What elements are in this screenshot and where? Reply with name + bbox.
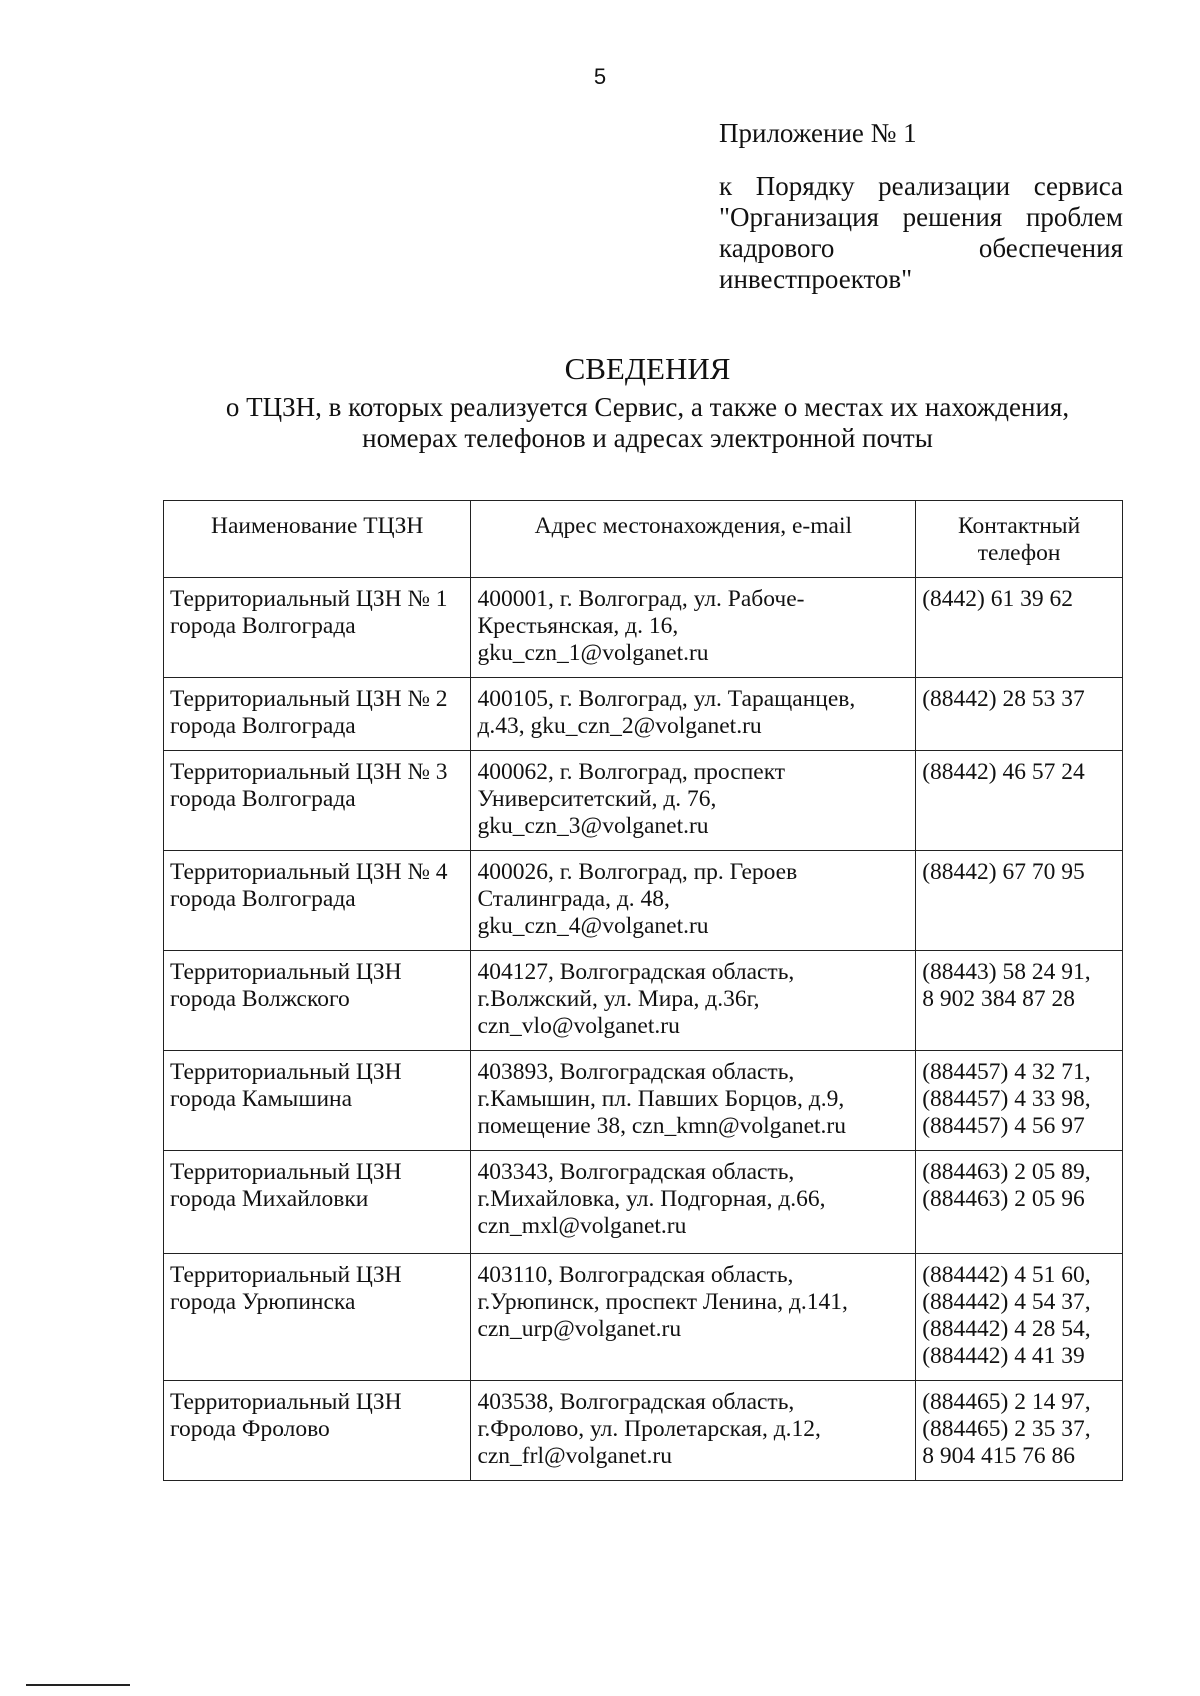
cell-name-line: Территориальный ЦЗН xyxy=(170,1059,402,1085)
cell-name xyxy=(164,851,471,951)
cell-name-line: города Волжского xyxy=(170,986,350,1012)
cell-name-line: города Урюпинска xyxy=(170,1289,356,1315)
cell-address-line: г.Камышин, пл. Павших Борцов, д.9, xyxy=(477,1086,845,1112)
table-row xyxy=(164,1381,1123,1481)
cell-phone-line: (884463) 2 05 89, xyxy=(922,1159,1091,1185)
header-phone-line: Контактный xyxy=(958,513,1081,539)
cell-phone-line: 8 904 415 76 86 xyxy=(922,1443,1075,1469)
cell-phone xyxy=(916,851,1123,951)
table-row xyxy=(164,1051,1123,1151)
cell-address xyxy=(471,751,916,851)
cell-address-line: gku_czn_1@volganet.ru xyxy=(477,640,709,666)
table-header-row xyxy=(164,501,1123,578)
cell-phone-line: (884457) 4 32 71, xyxy=(922,1059,1091,1085)
table-row xyxy=(164,1254,1123,1381)
cell-name-line: города Волгограда xyxy=(170,786,356,812)
cell-phone xyxy=(916,1151,1123,1254)
cell-address-line: czn_frl@volganet.ru xyxy=(477,1443,672,1469)
cell-address-line: czn_vlo@volganet.ru xyxy=(477,1013,680,1039)
cell-name xyxy=(164,678,471,751)
cell-name xyxy=(164,1151,471,1254)
cell-address-line: Крестьянская, д. 16, xyxy=(477,613,679,639)
cell-phone-line: (88443) 58 24 91, xyxy=(922,959,1091,985)
cell-phone xyxy=(916,751,1123,851)
cell-name-line: Территориальный ЦЗН № 3 xyxy=(170,759,448,785)
cell-phone-line: (884457) 4 56 97 xyxy=(922,1113,1085,1139)
cell-address-line: 400105, г. Волгоград, ул. Таращанцев, xyxy=(477,686,856,712)
cell-address-line: г.Фролово, ул. Пролетарская, д.12, xyxy=(477,1416,821,1442)
cell-address xyxy=(471,851,916,951)
header-phone xyxy=(916,501,1123,578)
cell-name-line: города Волгограда xyxy=(170,886,356,912)
cell-phone-line: (884442) 4 51 60, xyxy=(922,1262,1091,1288)
tczn-table xyxy=(163,500,1123,1481)
document-heading xyxy=(160,353,1135,454)
cell-address-line: gku_czn_4@volganet.ru xyxy=(477,913,709,939)
table-row xyxy=(164,851,1123,951)
table-row xyxy=(164,578,1123,678)
cell-phone-line: (88442) 28 53 37 xyxy=(922,686,1085,712)
cell-address xyxy=(471,578,916,678)
cell-phone xyxy=(916,578,1123,678)
cell-phone xyxy=(916,1381,1123,1481)
cell-phone-line: 8 902 384 87 28 xyxy=(922,986,1075,1012)
cell-address-line: г.Михайловка, ул. Подгорная, д.66, xyxy=(477,1186,826,1212)
cell-phone xyxy=(916,1051,1123,1151)
appendix-line: инвестпроектов" xyxy=(719,264,913,294)
cell-name-line: Территориальный ЦЗН № 4 xyxy=(170,859,448,885)
appendix-line: "Организация решения проблем xyxy=(719,202,1123,232)
cell-address-line: Университетский, д. 76, xyxy=(477,786,717,812)
cell-phone-line: (88442) 67 70 95 xyxy=(922,859,1085,885)
footnote-rule xyxy=(26,1684,130,1686)
appendix-block xyxy=(719,118,1123,295)
heading-title: СВЕДЕНИЯ xyxy=(564,351,731,386)
header-phone-line: телефон xyxy=(977,540,1061,566)
cell-name-line: города Фролово xyxy=(170,1416,330,1442)
cell-name xyxy=(164,951,471,1051)
cell-name xyxy=(164,1254,471,1381)
heading-subtitle-line: номерах телефонов и адресах электронной почты xyxy=(362,423,933,453)
cell-phone-line: (884463) 2 05 96 xyxy=(922,1186,1085,1212)
cell-name-line: Территориальный ЦЗН xyxy=(170,1159,402,1185)
cell-address xyxy=(471,1151,916,1254)
cell-phone-line: (884465) 2 14 97, xyxy=(922,1389,1091,1415)
cell-address-line: 403538, Волгоградская область, xyxy=(477,1389,795,1415)
cell-address-line: д.43, gku_czn_2@volganet.ru xyxy=(477,713,762,739)
cell-address-line: czn_urp@volganet.ru xyxy=(477,1316,682,1342)
cell-name-line: Территориальный ЦЗН xyxy=(170,959,402,985)
cell-address-line: 404127, Волгоградская область, xyxy=(477,959,795,985)
cell-address-line: г.Волжский, ул. Мира, д.36г, xyxy=(477,986,760,1012)
heading-subtitle-line: о ТЦЗН, в которых реализуется Сервис, а также о местах их нахождения, xyxy=(225,392,1070,422)
cell-name-line: Территориальный ЦЗН xyxy=(170,1262,402,1288)
page-number: 5 xyxy=(593,64,607,89)
cell-address-line: Сталинграда, д. 48, xyxy=(477,886,670,912)
cell-phone-line: (884457) 4 33 98, xyxy=(922,1086,1091,1112)
table-row xyxy=(164,1151,1123,1254)
cell-address-line: г.Урюпинск, проспект Ленина, д.141, xyxy=(477,1289,848,1315)
cell-phone-line: (884442) 4 54 37, xyxy=(922,1289,1091,1315)
cell-name-line: города Волгограда xyxy=(170,713,356,739)
cell-name-line: Территориальный ЦЗН № 1 xyxy=(170,586,448,612)
cell-address xyxy=(471,1381,916,1481)
cell-phone-line: (884442) 4 41 39 xyxy=(922,1343,1085,1369)
cell-phone-line: (884442) 4 28 54, xyxy=(922,1316,1091,1342)
cell-address-line: czn_mxl@volganet.ru xyxy=(477,1213,687,1239)
cell-address xyxy=(471,951,916,1051)
cell-address-line: 400026, г. Волгоград, пр. Героев xyxy=(477,859,798,885)
cell-name-line: города Волгограда xyxy=(170,613,356,639)
cell-phone xyxy=(916,951,1123,1051)
cell-name xyxy=(164,1381,471,1481)
cell-address xyxy=(471,1254,916,1381)
appendix-line: кадрового обеспечения xyxy=(719,233,1123,263)
cell-address xyxy=(471,678,916,751)
cell-address-line: 403110, Волгоградская область, xyxy=(477,1262,794,1288)
cell-address-line: gku_czn_3@volganet.ru xyxy=(477,813,709,839)
table-row xyxy=(164,678,1123,751)
cell-name-line: города Михайловки xyxy=(170,1186,369,1212)
header-address: Адрес местонахождения, e-mail xyxy=(471,501,916,578)
appendix-title: Приложение № 1 xyxy=(719,118,917,148)
header-name: Наименование ТЦЗН xyxy=(164,501,471,578)
cell-name-line: Территориальный ЦЗН xyxy=(170,1389,402,1415)
cell-address xyxy=(471,1051,916,1151)
cell-phone xyxy=(916,1254,1123,1381)
cell-phone-line: (884465) 2 35 37, xyxy=(922,1416,1091,1442)
cell-address-line: 400001, г. Волгоград, ул. Рабоче- xyxy=(477,586,805,612)
cell-name xyxy=(164,1051,471,1151)
table-row xyxy=(164,951,1123,1051)
cell-name-line: города Камышина xyxy=(170,1086,353,1112)
cell-address-line: 403893, Волгоградская область, xyxy=(477,1059,795,1085)
table-body xyxy=(164,578,1123,1481)
table-row xyxy=(164,751,1123,851)
cell-phone xyxy=(916,678,1123,751)
cell-phone-line: (8442) 61 39 62 xyxy=(922,586,1073,612)
cell-address-line: 400062, г. Волгоград, проспект xyxy=(477,759,786,785)
appendix-line: к Порядку реализации сервиса xyxy=(719,171,1123,201)
cell-name xyxy=(164,578,471,678)
cell-address-line: помещение 38, czn_kmn@volganet.ru xyxy=(477,1113,847,1139)
cell-phone-line: (88442) 46 57 24 xyxy=(922,759,1085,785)
cell-address-line: 403343, Волгоградская область, xyxy=(477,1159,795,1185)
cell-name xyxy=(164,751,471,851)
cell-name-line: Территориальный ЦЗН № 2 xyxy=(170,686,448,712)
